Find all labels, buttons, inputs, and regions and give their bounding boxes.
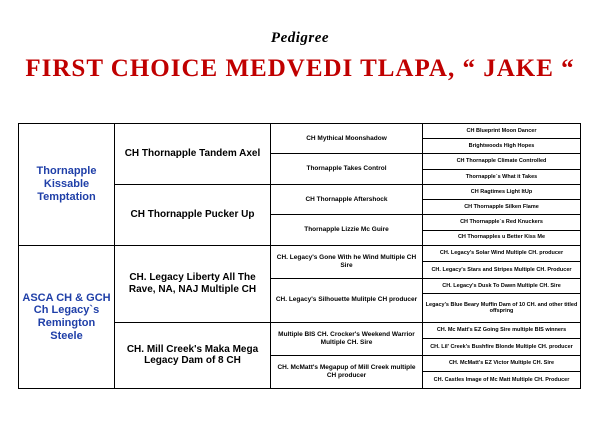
great-grandparent: CH. Legacy's Silhouette Mulitple CH producer (271, 278, 423, 322)
grandparent: CH. Legacy Liberty All The Rave, NA, NAJ Multiple CH (115, 245, 271, 322)
parent-sire: ASCA CH & GCH Ch Legacy`s Remington Steele (19, 245, 115, 388)
gg-grandparent: CH. Lil' Creek's Bushfire Blonde Multiple CH. producer (423, 339, 581, 356)
great-grandparent: Thornapple Takes Control (271, 154, 423, 184)
grandparent: CH Thornapple Pucker Up (115, 184, 271, 245)
gg-grandparent: CH. Mc Matt's EZ Going Sire multiple BIS winners (423, 322, 581, 339)
great-grandparent: CH Mythical Moonshadow (271, 124, 423, 154)
gg-grandparent: CH Thornapple`s Red Knuckers (423, 215, 581, 230)
gg-grandparent: CH Thornapple Climate Controlled (423, 154, 581, 169)
great-grandparent: CH Thornapple Aftershock (271, 184, 423, 214)
gg-grandparent: Thornapple`s What it Takes (423, 169, 581, 184)
great-grandparent: Thornapple Lizzie Mc Guire (271, 215, 423, 245)
gg-grandparent: CH. Legacy's Solar Wind Multiple CH. producer (423, 245, 581, 262)
gg-grandparent: CH Thornapple Silken Flame (423, 200, 581, 215)
great-grandparent: CH. Legacy's Gone With he Wind Multiple CH Sire (271, 245, 423, 278)
great-grandparent: Multiple BIS CH. Crocker's Weekend Warrior Multiple CH. Sire (271, 322, 423, 355)
gg-grandparent: Legacy's Blue Beary Muffin Dam of 10 CH. and other titled offspring (423, 294, 581, 322)
gg-grandparent: CH Blueprint Moon Dancer (423, 124, 581, 139)
grandparent: CH. Mill Creek's Maka Mega Legacy Dam of 8 CH (115, 322, 271, 388)
gg-grandparent: Brightwoods High Hopes (423, 139, 581, 154)
gg-grandparent: CH. Legacy's Stars and Stripes Multiple CH. Producer (423, 262, 581, 279)
great-grandparent: CH. McMatt's Megapup of Mill Creek multiple CH producer (271, 355, 423, 388)
gg-grandparent: CH Thornapples u Better Kiss Me (423, 230, 581, 245)
pedigree-table (18, 123, 581, 389)
gg-grandparent: CH. Castles Image of Mc Matt Multiple CH. Producer (423, 372, 581, 389)
gg-grandparent: CH. Legacy's Dusk To Dawn Multiple CH. Sire (423, 278, 581, 293)
parent-dam: Thornapple Kissable Temptation (19, 124, 115, 246)
gg-grandparent: CH. McMatt's EZ Victor Multiple CH. Sire (423, 355, 581, 372)
grandparent: CH Thornapple Tandem Axel (115, 124, 271, 185)
pedigree-subtitle: Pedigree (270, 30, 330, 46)
gg-grandparent: CH Ragtimes Light ItUp (423, 184, 581, 199)
dog-name-title: FIRST CHOICE MEDVEDI TLAPA, “ JAKE “ (25, 55, 575, 82)
